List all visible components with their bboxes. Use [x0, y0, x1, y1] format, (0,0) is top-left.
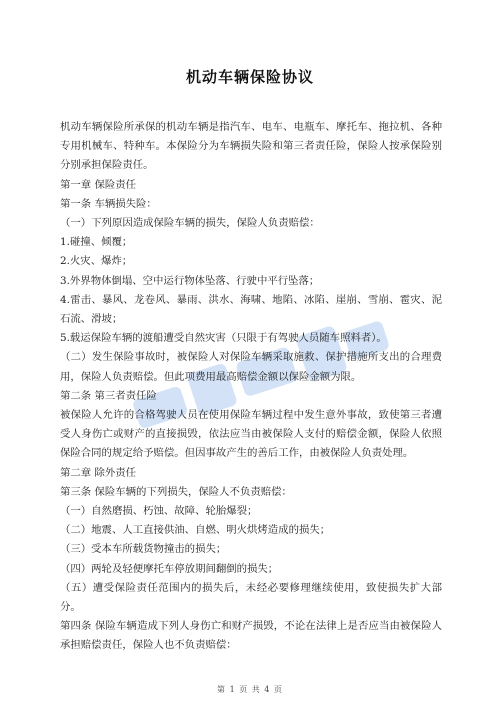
- clause-paragraph: （二）地震、人工直接供油、自燃、明火烘烤造成的损失；: [60, 524, 331, 537]
- clause-paragraph: （五）遭受保险责任范围内的损失后，未经必要修理继续使用，致使损失扩大部分。: [60, 581, 442, 614]
- article-heading: 第二条 第三者责任险: [60, 389, 157, 402]
- list-item: 5.载运保险车辆的渡船遭受自然灾害（只限于有驾驶人员随车照料者）。: [60, 332, 387, 345]
- page-number-footer: 第 1 页 共 4 页: [217, 685, 283, 694]
- document-body: [60, 118, 442, 656]
- clause-paragraph: （三）受本车所载货物撞击的损失；: [60, 543, 227, 556]
- clause-paragraph: （一）自然磨损、朽蚀、故障、轮胎爆裂；: [60, 505, 258, 518]
- chapter-heading: 第二章 除外责任: [60, 466, 137, 479]
- list-item: 4.雷击、暴风、龙卷风、暴雨、洪水、海啸、地陷、冰陷、崖崩、雪崩、雹灾、泥石流、滑坡；: [60, 293, 442, 326]
- list-item: 2.火灾、爆炸；: [60, 255, 133, 268]
- article-heading: 第一条 车辆损失险：: [60, 197, 157, 210]
- list-item: 1.碰撞、倾覆；: [60, 236, 133, 249]
- body-paragraph: 被保险人允许的合格驾驶人员在使用保险车辆过程中发生意外事故，致使第三者遭受人身伤亡或财产的直接损毁，依法应当由被保险人支付的赔偿金额，保险人依照保险合同的规定给予赔偿。但因事故产生的善后工作，由被保险人负责处理。: [60, 409, 442, 460]
- article-heading: 第三条 保险车辆的下列损失，保险人不负责赔偿：: [60, 485, 292, 498]
- list-item: 3.外界物体倒塌、空中运行物体坠落、行驶中平行坠落；: [60, 274, 320, 287]
- chapter-heading: 第一章 保险责任: [60, 178, 137, 191]
- clause-paragraph: （二）发生保险事故时，被保险人对保险车辆采取施救、保护措施所支出的合理费用，保险人负责赔偿。但此项费用最高赔偿金额以保险金额为限。: [60, 351, 442, 383]
- intro-paragraph: 机动车辆保险所承保的机动车辆是指汽车、电车、电瓶车、摩托车、拖拉机、各种专用机械车、特种车。本保险分为车辆损失险和第三者责任险，保险人按承保险别分别承担保险责任。: [60, 121, 442, 172]
- article-paragraph: 第四条 保险车辆造成下列人身伤亡和财产损毁，不论在法律上是否应当由被保险人承担赔偿责任，保险人也不负责赔偿：: [60, 620, 442, 652]
- clause-paragraph: （一）下列原因造成保险车辆的损失，保险人负责赔偿：: [60, 217, 320, 230]
- document-title: 机动车辆保险协议: [185, 68, 314, 86]
- clause-paragraph: （四）两轮及轻便摩托车停放期间翻倒的损失；: [60, 562, 279, 575]
